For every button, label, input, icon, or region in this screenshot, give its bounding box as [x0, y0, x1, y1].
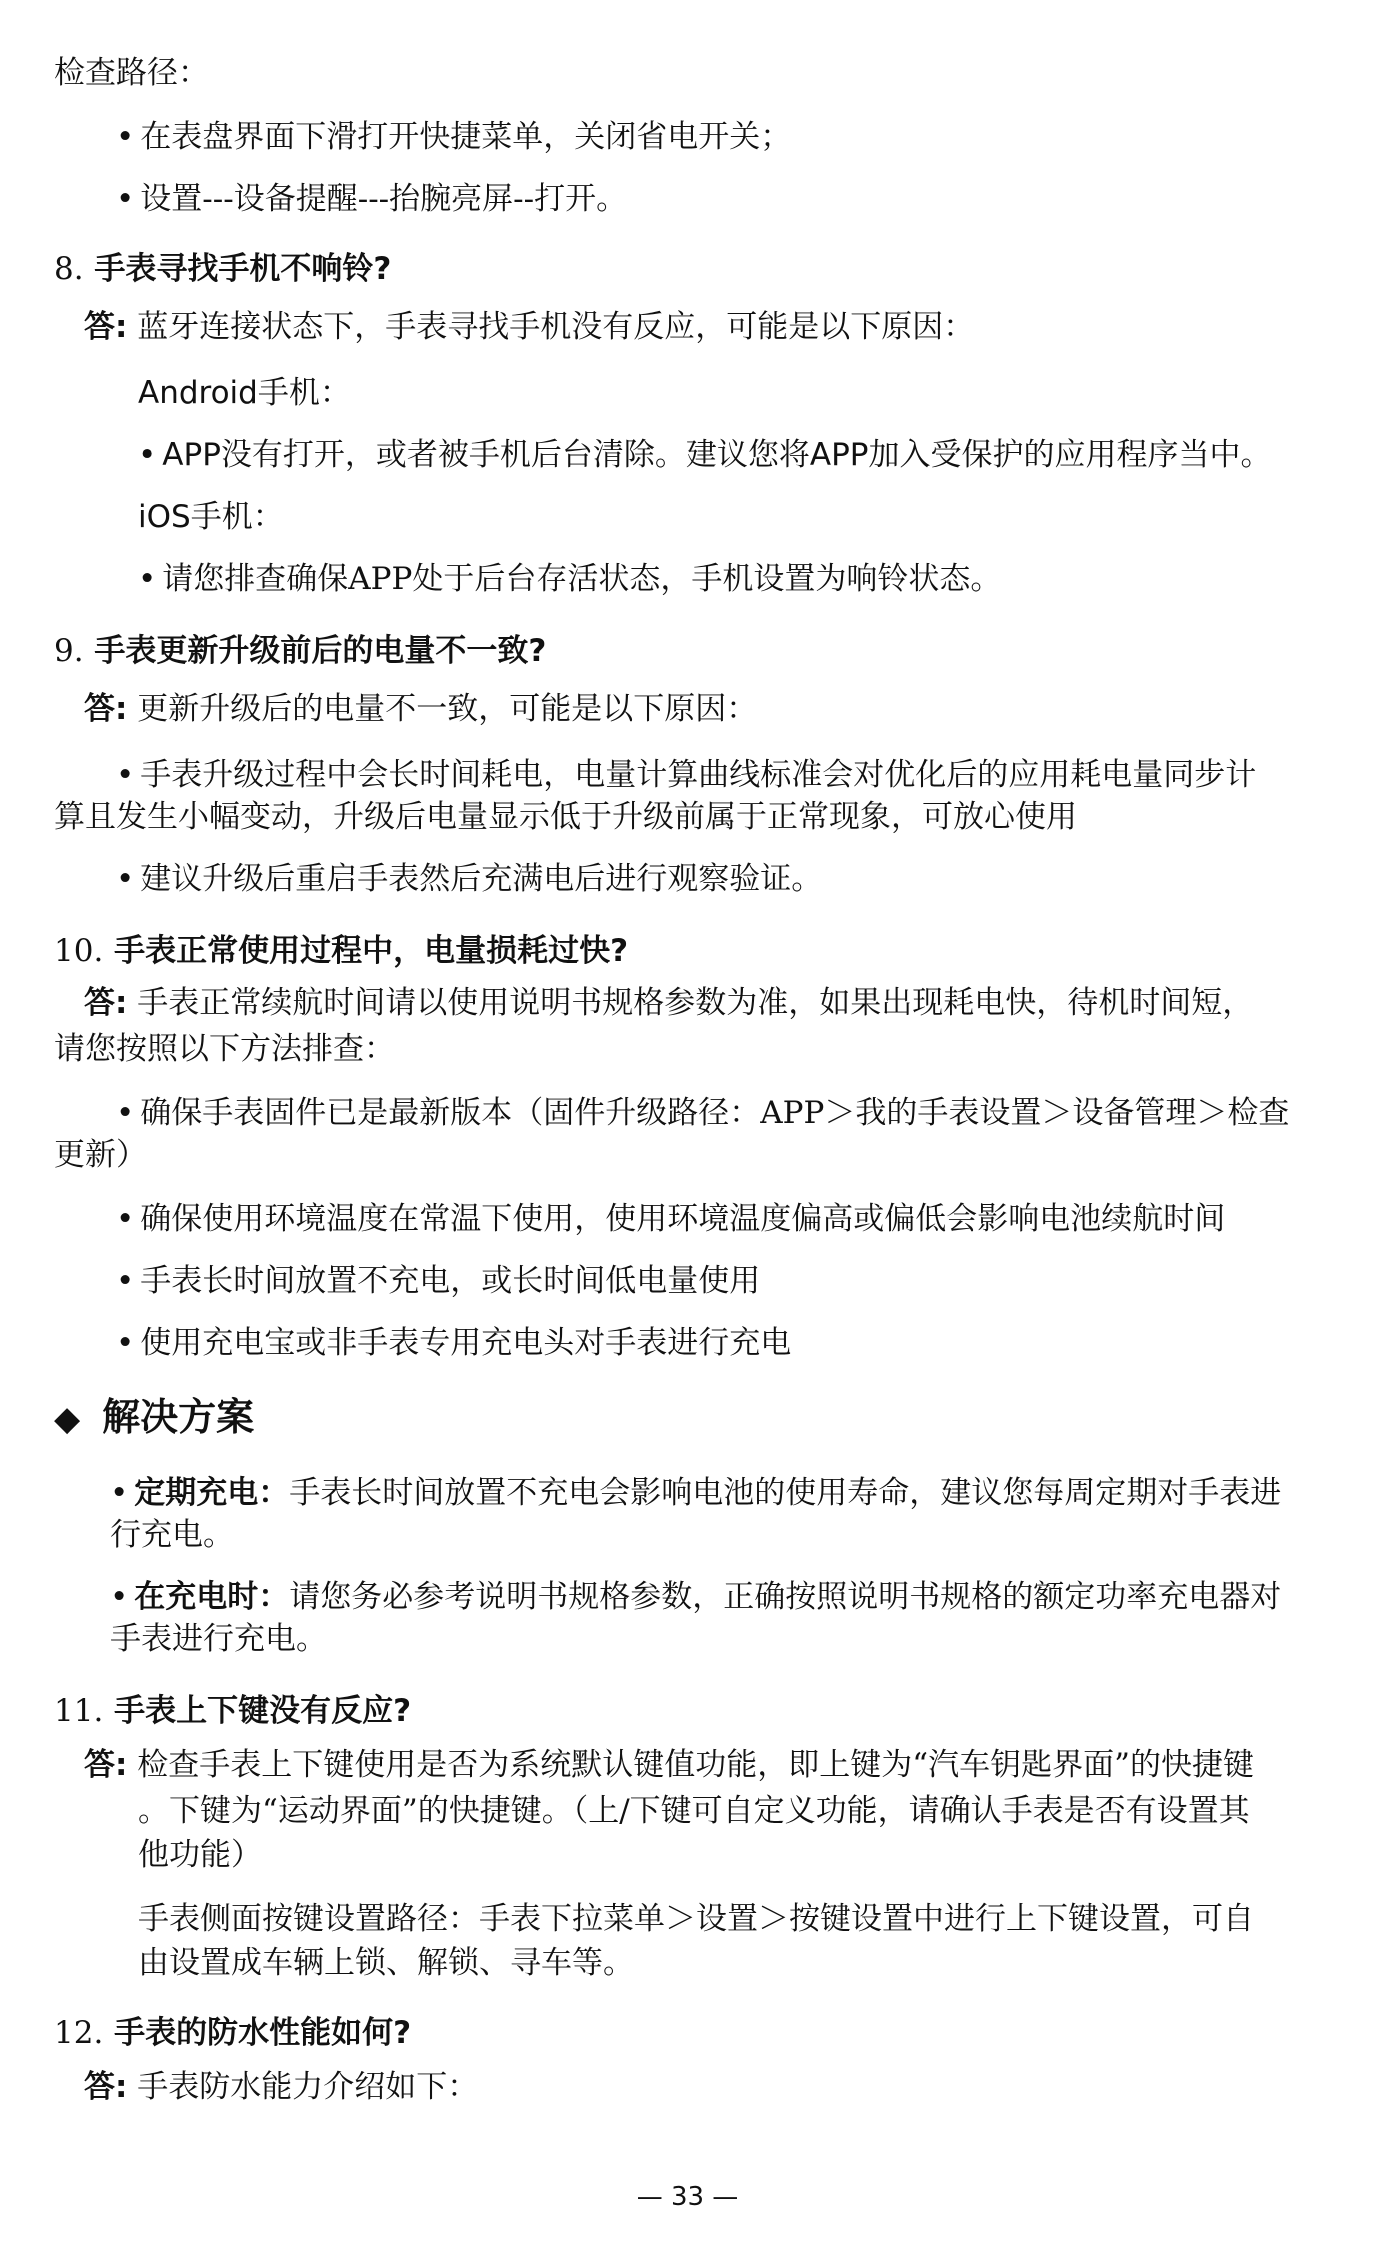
item-label: 在充电时：: [134, 1579, 290, 1615]
answer-line: [84, 306, 974, 348]
question-title: 手表更新升级前后的电量不一致?: [94, 633, 547, 669]
question-number: 8.: [54, 251, 84, 287]
question-title: 手表上下键没有反应?: [114, 1693, 412, 1729]
list-item-continuation: 更新）: [54, 1137, 147, 1173]
question-title: 手表的防水性能如何?: [114, 2015, 412, 2051]
answer-line: [84, 1744, 1254, 1786]
answer-text: 蓝牙连接状态下，手表寻找手机没有反应，可能是以下原因：: [137, 309, 975, 345]
list-item-text: 在表盘界面下滑打开快捷菜单，关闭省电开关；: [140, 119, 792, 155]
list-item-continuation: 算且发生小幅变动，升级后电量显示低于升级前属于正常现象，可放心使用: [54, 799, 1077, 835]
list-item: [110, 1472, 1281, 1514]
list-item-text: 手表升级过程中会长时间耗电，电量计算曲线标准会对优化后的应用耗电量同步计: [140, 757, 1257, 793]
bullet-icon: •: [116, 1095, 135, 1131]
question-title: 手表正常使用过程中，电量损耗过快?: [114, 933, 629, 969]
list-item: [116, 858, 822, 900]
list-item-text: APP没有打开，或者被手机后台清除。建议您将APP加入受保护的应用程序当中。: [162, 437, 1272, 473]
answer-label: 答:: [84, 2069, 128, 2105]
question-number: 11.: [54, 1693, 104, 1729]
bullet-icon: •: [116, 1325, 135, 1361]
section-title: 解决方案: [102, 1395, 255, 1439]
bullet-icon: •: [116, 181, 135, 217]
answer-line: [84, 2066, 478, 2108]
bullet-icon: •: [110, 1475, 129, 1511]
bullet-icon: •: [116, 119, 135, 155]
list-item-continuation: 手表进行充电。: [110, 1621, 327, 1657]
question-heading: [54, 1690, 411, 1732]
list-item: [138, 558, 1001, 600]
question-number: 9.: [54, 633, 84, 669]
list-item-continuation: 行充电。: [110, 1517, 234, 1553]
answer-label: 答:: [84, 309, 128, 345]
list-item: [138, 434, 1271, 476]
list-item-text: 确保使用环境温度在常温下使用，使用环境温度偏高或偏低会影响电池续航时间: [140, 1201, 1226, 1237]
answer-label: 答:: [84, 1747, 128, 1783]
list-item-text: 设置---设备提醒---抬腕亮屏--打开。: [140, 181, 628, 217]
list-item-text: 请您排查确保APP处于后台存活状态，手机设置为响铃状态。: [162, 561, 1002, 597]
list-item: [116, 1322, 791, 1364]
list-item-text: 建议升级后重启手表然后充满电后进行观察验证。: [140, 861, 823, 897]
page-number: — 33 —: [636, 2182, 739, 2212]
answer-text: 手表正常续航时间请以使用说明书规格参数为准，如果出现耗电快，待机时间短，: [137, 985, 1254, 1021]
question-number: 12.: [54, 2015, 104, 2051]
list-item-text: 使用充电宝或非手表专用充电头对手表进行充电: [140, 1325, 792, 1361]
list-item-text: 手表长时间放置不充电，或长时间低电量使用: [140, 1263, 761, 1299]
answer-label: 答:: [84, 691, 128, 727]
android-label: Android手机：: [138, 375, 351, 411]
diamond-icon: ◆: [54, 1399, 81, 1439]
bullet-icon: •: [116, 861, 135, 897]
answer-continuation: 。下键为“运动界面”的快捷键。（上/下键可自定义功能，请确认手表是否有设置其: [138, 1793, 1250, 1829]
question-heading: [54, 248, 391, 290]
ios-label: iOS手机：: [138, 499, 284, 535]
list-item: [116, 1198, 1225, 1240]
list-item: [116, 1092, 1289, 1134]
question-title: 手表寻找手机不响铃?: [94, 251, 392, 287]
bullet-icon: •: [116, 757, 135, 793]
list-item: [116, 754, 1256, 796]
list-item-text: 请您务必参考说明书规格参数，正确按照说明书规格的额定功率充电器对: [289, 1579, 1282, 1615]
answer-label: 答:: [84, 985, 128, 1021]
list-item: [110, 1576, 1281, 1618]
bullet-icon: •: [110, 1579, 129, 1615]
question-heading: [54, 2012, 411, 2054]
check-path-label: 检查路径：: [54, 55, 209, 91]
settings-path-text: 手表侧面按键设置路径：手表下拉菜单＞设置＞按键设置中进行上下键设置，可自: [138, 1901, 1254, 1937]
list-item: [116, 1260, 760, 1302]
answer-text: 更新升级后的电量不一致，可能是以下原因：: [137, 691, 758, 727]
bullet-icon: •: [116, 1201, 135, 1237]
question-heading: [54, 930, 628, 972]
answer-text: 手表防水能力介绍如下：: [137, 2069, 479, 2105]
list-item: [116, 116, 791, 158]
list-item-text: 确保手表固件已是最新版本（固件升级路径：APP＞我的手表设置＞设备管理＞检查: [140, 1095, 1290, 1131]
bullet-icon: •: [116, 1263, 135, 1299]
question-number: 10.: [54, 933, 104, 969]
list-item-text: 手表长时间放置不充电会影响电池的使用寿命，建议您每周定期对手表进: [289, 1475, 1282, 1511]
answer-continuation: 请您按照以下方法排查：: [54, 1031, 395, 1067]
bullet-icon: •: [138, 561, 157, 597]
list-item: [116, 178, 627, 220]
section-heading: [54, 1392, 254, 1444]
bullet-icon: •: [138, 437, 157, 473]
question-heading: [54, 630, 546, 672]
settings-path-text: 由设置成车辆上锁、解锁、寻车等。: [138, 1945, 634, 1981]
answer-text: 检查手表上下键使用是否为系统默认键值功能，即上键为“汽车钥匙界面”的快捷键: [137, 1747, 1254, 1783]
item-label: 定期充电：: [134, 1475, 290, 1511]
answer-line: [84, 688, 757, 730]
answer-line: [84, 982, 1253, 1024]
answer-continuation: 他功能）: [138, 1837, 262, 1873]
